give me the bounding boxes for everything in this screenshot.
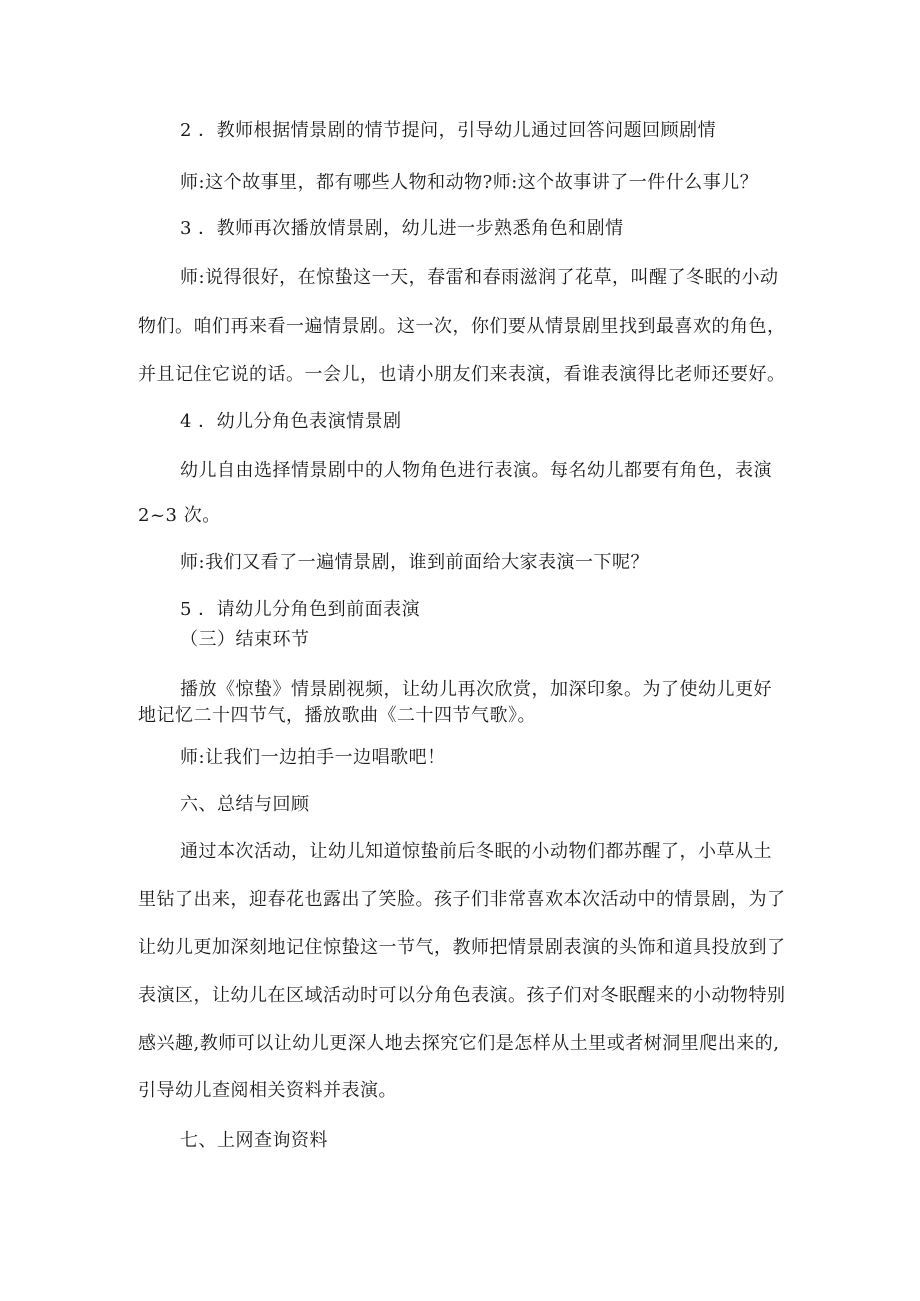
section-2-heading: 2 ．教师根据情景剧的情节提问，引导幼儿通过回答问题回顾剧情 bbox=[180, 120, 717, 141]
section-4-paragraph-line-1: 幼儿自由选择情景剧中的人物角色进行表演。每名幼儿都要有角色，表演 bbox=[180, 460, 772, 481]
section-3-heading: 3 ．教师再次播放情景剧，幼儿进一步熟悉角色和剧情 bbox=[180, 218, 624, 239]
section-4-dialog: 师:我们又看了一遍情景剧，谁到前面给大家表演一下呢？ bbox=[180, 552, 650, 573]
part-3-heading: （三）结束环节 bbox=[180, 629, 310, 650]
section-seven-heading: 七、上网查询资料 bbox=[180, 1130, 328, 1151]
section-3-paragraph-line-2: 物们。咱们再来看一遍情景剧。这一次，你们要从情景剧里找到最喜欢的角色， bbox=[138, 316, 786, 337]
section-2-dialog: 师:这个故事里，都有哪些人物和动物?师:这个故事讲了一件什么事儿？ bbox=[180, 172, 759, 193]
part-3-paragraph-line-1: 播放《惊蛰》情景剧视频，让幼儿再次欣赏，加深印象。为了使幼儿更好 bbox=[180, 679, 772, 700]
section-six-paragraph-line-6: 引导幼儿查阅相关资料并表演。 bbox=[138, 1080, 397, 1101]
section-six-paragraph-line-1: 通过本次活动，让幼儿知道惊蛰前后冬眠的小动物们都苏醒了，小草从土 bbox=[180, 841, 772, 862]
part-3-dialog: 师:让我们一边拍手一边唱歌吧！ bbox=[180, 747, 446, 768]
section-3-paragraph-line-3: 并且记住它说的话。一会儿，也请小朋友们来表演，看谁表演得比老师还要好。 bbox=[138, 364, 786, 385]
section-six-heading: 六、总结与回顾 bbox=[180, 794, 310, 815]
section-six-paragraph-line-4: 表演区，让幼儿在区域活动时可以分角色表演。孩子们对冬眠醒来的小动物特别 bbox=[138, 985, 786, 1006]
section-5-heading: 5 ．请幼儿分角色到前面表演 bbox=[180, 599, 421, 620]
section-six-paragraph-line-3: 让幼儿更加深刻地记住惊蛰这一节气，教师把情景剧表演的头饰和道具投放到了 bbox=[138, 937, 786, 958]
section-3-paragraph-line-1: 师:说得很好，在惊蛰这一天，春雷和春雨滋润了花草，叫醒了冬眠的小动 bbox=[180, 267, 779, 288]
section-six-paragraph-line-2: 里钻了出来，迎春花也露出了笑脸。孩子们非常喜欢本次活动中的情景剧，为了 bbox=[138, 889, 786, 910]
section-six-paragraph-line-5: 感兴趣,教师可以让幼儿更深人地去探究它们是怎样从土里或者树洞里爬出来的, bbox=[138, 1033, 780, 1054]
part-3-paragraph-line-2: 地记忆二十四节气，播放歌曲《二十四节气歌》。 bbox=[138, 705, 536, 726]
section-4-heading: 4 ．幼儿分角色表演情景剧 bbox=[180, 411, 402, 432]
section-4-paragraph-line-2: 2~3 次。 bbox=[138, 505, 221, 526]
